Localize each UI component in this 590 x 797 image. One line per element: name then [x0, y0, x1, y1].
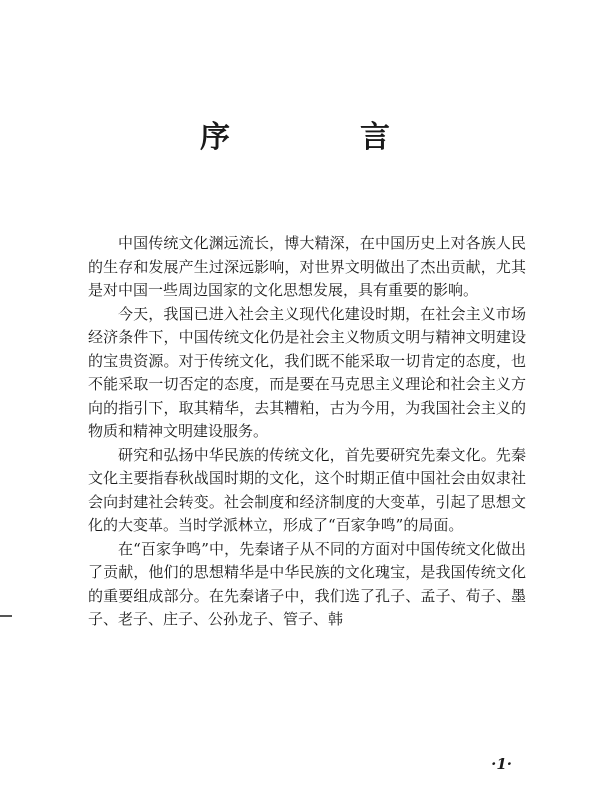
paragraph-3: 研究和弘扬中华民族的传统文化，首先要研究先秦文化。先秦文化主要指春秋战国时期的文化，这个时期正值中国社会由奴隶社会向封建社会转变。社会制度和经济制度的大变革，引起了思想文化的大变革。当时学派林立，形成了“百家争鸣”的局面。	[88, 445, 526, 534]
paragraph-4: 在“百家争鸣”中，先秦诸子从不同的方面对中国传统文化做出了贡献，他们的思想精华是中华民族的文化瑰宝，是我国传统文化的重要组成部分。在先秦诸子中，我们选了孔子、孟子、荀子、墨子、老子、庄子、公孙龙子、管子、韩	[88, 539, 526, 628]
page-number: ·1·	[491, 755, 512, 773]
paragraph-2: 今天，我国已进入社会主义现代化建设时期，在社会主义市场经济条件下，中国传统文化仍是社会主义物质文明与精神文明建设的宝贵资源。对于传统文化，我们既不能采取一切肯定的态度，也不能采取一切否定的态度，而是要在马克思主义理论和社会主义方向的指引下，取其精华，去其糟粕，古为今用，为我国社会主义的物质和精神文明建设服务。	[88, 304, 526, 440]
paragraph-1: 中国传统文化渊远流长，博大精深，在中国历史上对各族人民的生存和发展产生过深远影响，对世界文明做出了杰出贡献，尤其是对中国一些周边国家的文化思想发展，具有重要的影响。	[88, 234, 526, 299]
body-text	[88, 232, 526, 632]
page-title: 序 言	[200, 120, 440, 155]
scan-edge-mark	[0, 615, 12, 617]
